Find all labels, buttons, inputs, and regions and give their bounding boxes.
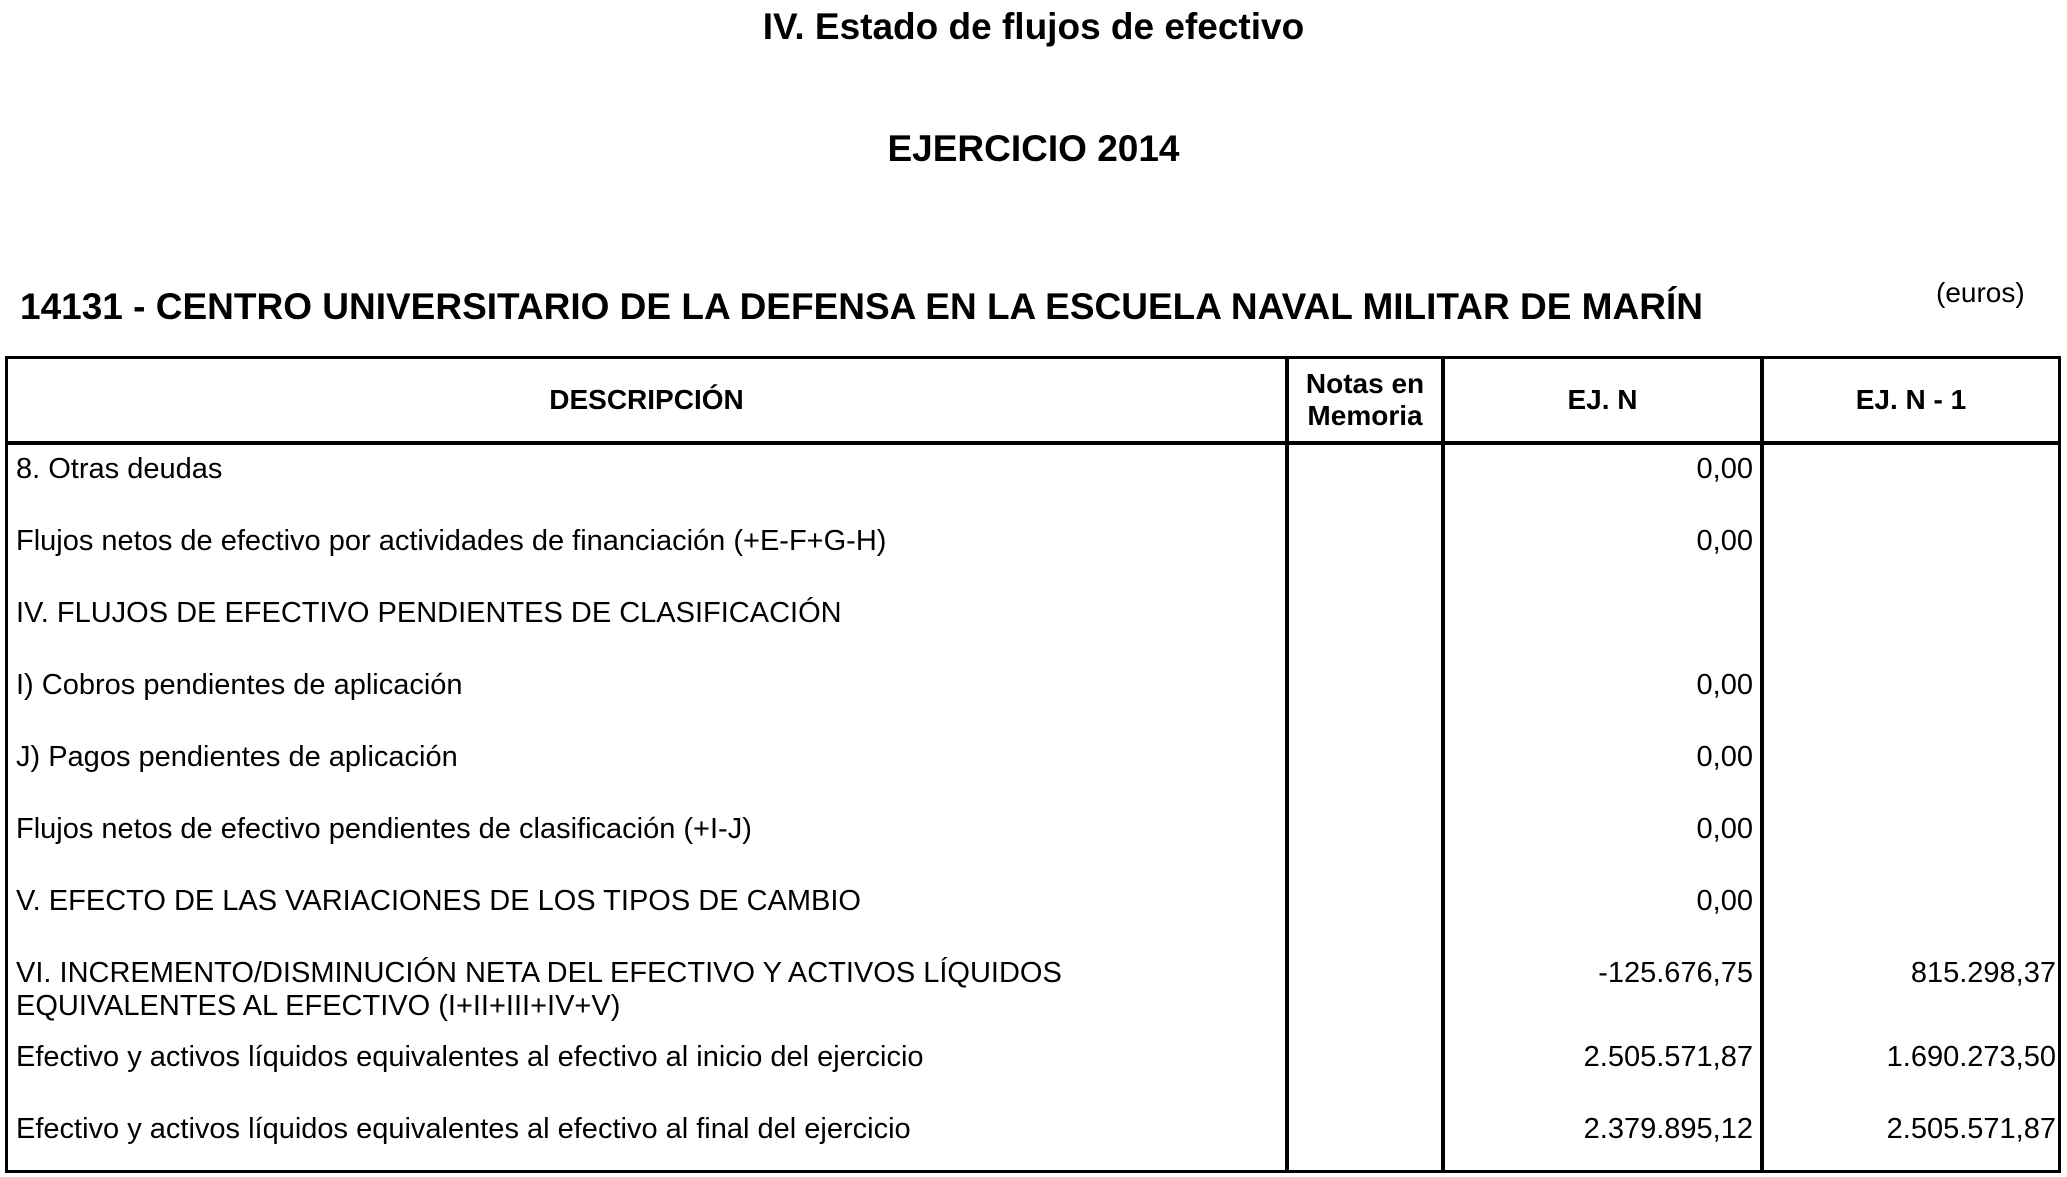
column-header-description: DESCRIPCIÓN xyxy=(549,384,744,415)
column-divider-notes xyxy=(1285,359,1289,1170)
entity-title: 14131 - CENTRO UNIVERSITARIO DE LA DEFENSA EN LA ESCUELA NAVAL MILITAR DE MARÍN xyxy=(20,286,1703,327)
column-divider-current xyxy=(1441,359,1445,1170)
currency-note: (euros) xyxy=(1936,277,2025,308)
row-value-current: 0,00 xyxy=(1696,885,1753,917)
row-value-current: 2.505.571,87 xyxy=(1583,1041,1753,1073)
row-description: Flujos netos de efectivo por actividades de financiación (+E-F+G-H) xyxy=(16,525,887,557)
row-description: V. EFECTO DE LAS VARIACIONES DE LOS TIPOS DE CAMBIO xyxy=(16,885,861,917)
row-value-previous: 2.505.571,87 xyxy=(1886,1113,2056,1145)
cash-flow-table xyxy=(5,356,2061,1173)
row-value-previous: 815.298,37 xyxy=(1910,957,2056,989)
column-header-current-year: EJ. N xyxy=(1567,384,1638,415)
row-description: 8. Otras deudas xyxy=(16,453,223,485)
row-value-previous: 1.690.273,50 xyxy=(1886,1041,2056,1073)
row-description: Flujos netos de efectivo pendientes de clasificación (+I-J) xyxy=(16,813,752,845)
column-header-notes: Notas en Memoria xyxy=(1305,368,1425,431)
row-value-current: 0,00 xyxy=(1696,813,1753,845)
row-description: IV. FLUJOS DE EFECTIVO PENDIENTES DE CLASIFICACIÓN xyxy=(16,597,842,629)
page-title: IV. Estado de flujos de efectivo xyxy=(762,6,1305,47)
row-description: Efectivo y activos líquidos equivalentes al efectivo al final del ejercicio xyxy=(16,1113,911,1145)
fiscal-year-subtitle: EJERCICIO 2014 xyxy=(887,128,1180,169)
row-description: VI. INCREMENTO/DISMINUCIÓN NETA DEL EFECTIVO Y ACTIVOS LÍQUIDOS EQUIVALENTES AL EFECTIVO (I+II+III+IV+V) xyxy=(16,957,1062,1022)
row-value-current: 2.379.895,12 xyxy=(1583,1113,1753,1145)
row-value-current: 0,00 xyxy=(1696,741,1753,773)
column-divider-previous xyxy=(1760,359,1764,1170)
row-description: J) Pagos pendientes de aplicación xyxy=(16,741,458,773)
row-value-current: 0,00 xyxy=(1696,669,1753,701)
column-header-previous-year: EJ. N - 1 xyxy=(1855,384,1967,415)
row-value-current: 0,00 xyxy=(1696,453,1753,485)
row-description: I) Cobros pendientes de aplicación xyxy=(16,669,463,701)
header-divider xyxy=(8,441,2058,445)
row-value-current: 0,00 xyxy=(1696,525,1753,557)
row-description: Efectivo y activos líquidos equivalentes al efectivo al inicio del ejercicio xyxy=(16,1041,924,1073)
row-value-current: -125.676,75 xyxy=(1598,957,1753,989)
